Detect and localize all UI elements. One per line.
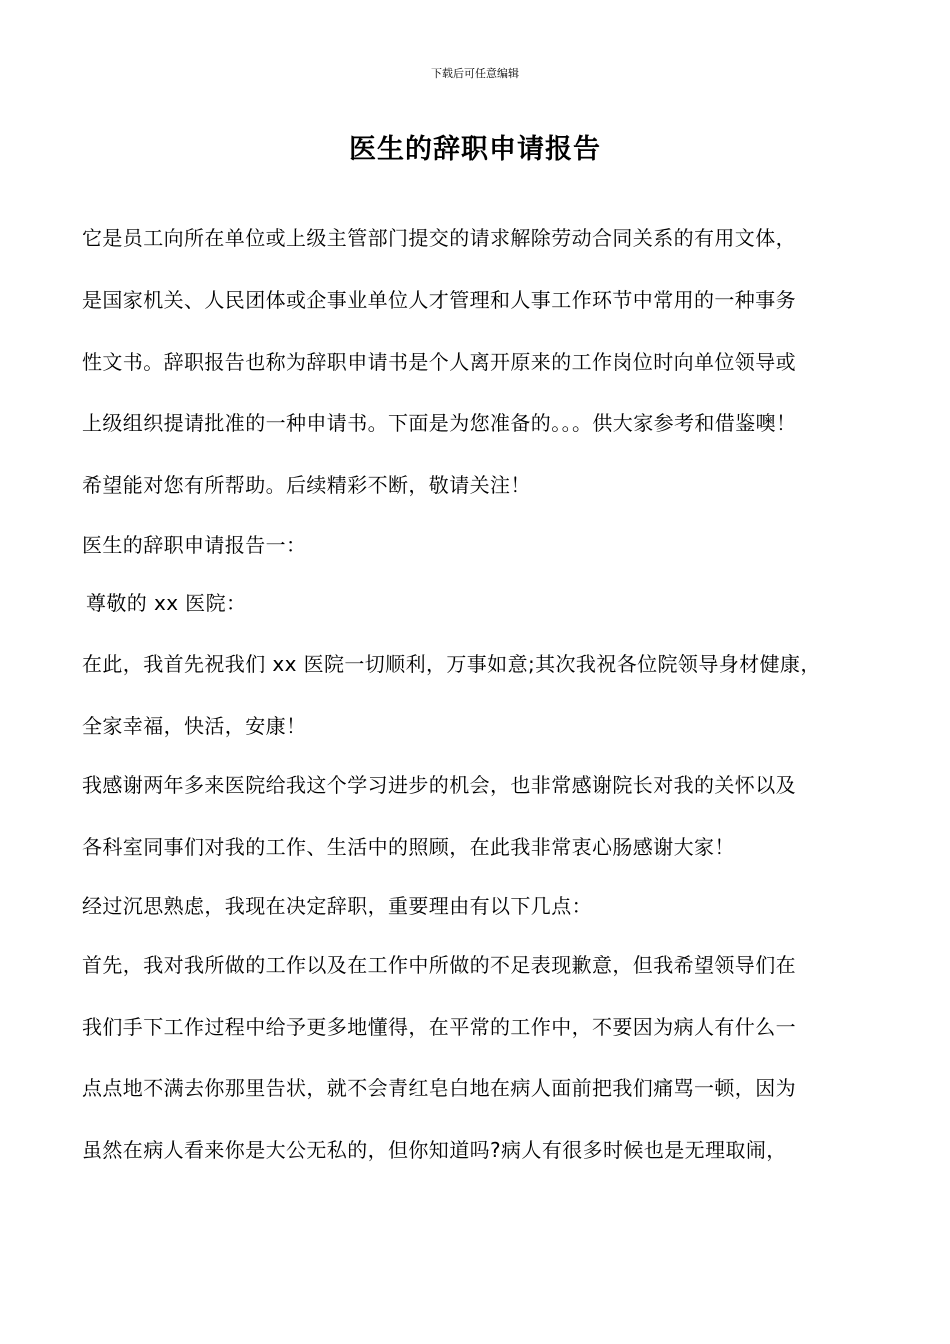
paragraph-line: 希望能对您有所帮助。后续精彩不断，敬请关注！ <box>82 473 531 497</box>
header-note: 下载后可任意编辑 <box>431 67 519 80</box>
document-title: 医生的辞职申请报告 <box>349 134 601 165</box>
paragraph-line: 全家幸福，快活，安康！ <box>82 714 307 738</box>
paragraph-line: 是国家机关、人民团体或企事业单位人才管理和人事工作环节中常用的一种事务 <box>82 288 796 312</box>
paragraph-line: 它是员工向所在单位或上级主管部门提交的请求解除劳动合同关系的有用文体， <box>82 226 796 250</box>
paragraph-line: 我感谢两年多来医院给我这个学习进步的机会，也非常感谢院长对我的关怀以及 <box>82 773 796 797</box>
paragraph-line: 各科室同事们对我的工作、生活中的照顾，在此我非常衷心肠感谢大家！ <box>82 835 735 859</box>
paragraph-line: 性文书。辞职报告也称为辞职申请书是个人离开原来的工作岗位时向单位领导或 <box>82 350 796 374</box>
paragraph-line: 上级组织提请批准的一种申请书。下面是为您准备的。。。供大家参考和借鉴噢！ <box>82 411 797 435</box>
section-heading: 医生的辞职申请报告一： <box>82 533 307 557</box>
paragraph-line: 虽然在病人看来你是大公无私的，但你知道吗?病人有很多时候也是无理取闹， <box>82 1138 787 1162</box>
paragraph-line: 点点地不满去你那里告状，就不会青红皂白地在病人面前把我们痛骂一顿，因为 <box>82 1076 796 1100</box>
paragraph-line: 经过沉思熟虑，我现在决定辞职，重要理由有以下几点： <box>82 894 592 918</box>
paragraph-line: 首先，我对我所做的工作以及在工作中所做的不足表现歉意，但我希望领导们在 <box>82 953 796 977</box>
salutation: 尊敬的 xx 医院： <box>86 591 247 615</box>
paragraph-line: 在此，我首先祝我们 xx 医院一切顺利，万事如意;其次我祝各位院领导身材健康， <box>82 652 821 676</box>
paragraph-line: 我们手下工作过程中给予更多地懂得，在平常的工作中，不要因为病人有什么一 <box>82 1015 796 1039</box>
